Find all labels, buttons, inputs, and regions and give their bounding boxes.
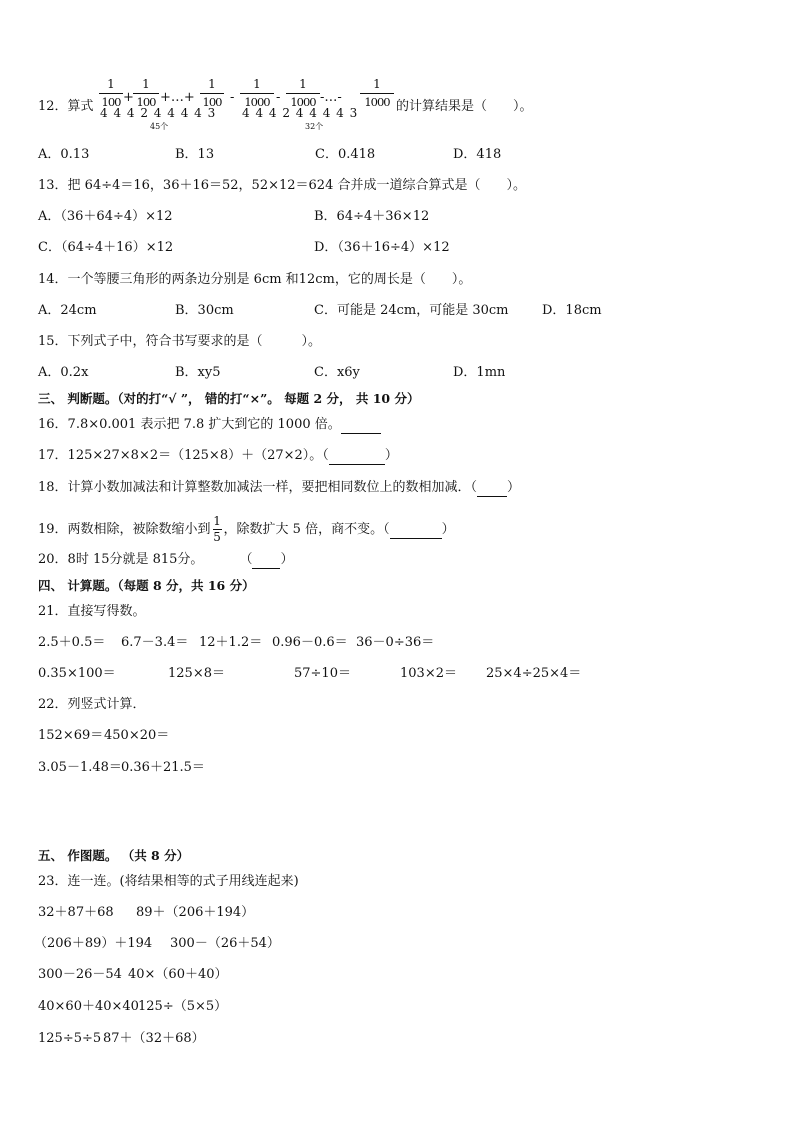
q23-left-expr[interactable]: 300－26－54 [38,967,122,982]
q17-close-paren: ） [384,448,398,463]
q20-close-paren: ） [280,552,294,567]
q12-fraction-3: 1 100 [200,78,224,109]
q13-option-a[interactable]: A．（36＋64÷4）×12 [38,209,173,224]
q20-open-paren: （ [239,552,253,567]
q12-fraction-2: 1 100 [133,78,159,109]
q23-left-expr[interactable]: 40×60＋40×40 [38,999,139,1014]
q12-option-c[interactable]: C．0.418 [315,147,376,162]
q21-expr: 57÷10＝ [294,666,351,681]
q12-fraction-6: 1 1000 [360,78,394,109]
q23-right-expr[interactable]: 300－（26＋54） [170,936,280,951]
q19-close-paren: ） [441,522,455,537]
q20-statement: 20．8时 15分就是 815分。 [38,552,204,567]
q13-option-c[interactable]: C．（64÷4＋16）×12 [38,240,174,255]
q20-answer-blank[interactable] [252,552,280,569]
q12-plus-ellipsis: +…+ [160,90,195,105]
q13-text: 13．把 64÷4＝16，36＋16＝52，52×12＝624 合并成一道综合算式是（ ）。 [38,178,526,193]
q21-expr: 6.7－3.4＝ [121,635,189,650]
q14-option-d[interactable]: D．18cm [542,303,602,318]
q12-prefix: 12．算式 [38,99,94,114]
q15-option-d[interactable]: D．1mn [453,365,506,380]
q19-text [38,515,455,544]
q12-option-b[interactable]: B．13 [175,147,215,162]
q17-text [38,448,398,465]
q12-option-d[interactable]: D．418 [453,147,502,162]
q23-left-expr[interactable]: （206＋89）＋194 [34,936,153,951]
q21-expr: 36－0÷36＝ [356,635,435,650]
q14-option-b[interactable]: B．30cm [175,303,234,318]
q12-count-32: 32个 [305,122,324,131]
q12-underbrace-2: 4 4 4 2 4 4 4 4 3 [242,106,359,120]
q19-fraction: $\frac{1}{5}$ [213,514,221,544]
q22-expr: 3.05－1.48＝ [38,760,122,775]
q19-statement-part2: ，除数扩大 5 倍，商不变。（ [223,522,390,537]
section-3-heading: 三、 判断题。（对的打“√ ”， 错的打“×”。 每题 2 分， 共 10 分） [38,391,420,406]
q12-fraction-5: 1 1000 [286,78,320,109]
q21-expr: 0.96－0.6＝ [272,635,348,650]
q19-statement-part1: 19．两数相除，被除数缩小到 [38,522,211,537]
q21-expr: 12＋1.2＝ [199,635,263,650]
q12-fraction-4: 1 1000 [240,78,274,109]
q16-text [38,417,381,434]
q12-minus-1: - [230,90,235,105]
q21-expr: 125×8＝ [168,666,225,681]
q16-statement: 16．7.8×0.001 表示把 7.8 扩大到它的 1000 倍。 [38,417,341,432]
q18-text [38,480,520,497]
q15-option-a[interactable]: A．0.2x [38,365,89,380]
q23-text: 23．连一连。(将结果相等的式子用线连起来) [38,874,299,889]
q14-option-c[interactable]: C．可能是 24cm，可能是 30cm [314,303,509,318]
q12-plus-1: + [123,90,134,105]
q12-minus-ellipsis: -…- [320,90,342,105]
q21-expr: 103×2＝ [400,666,457,681]
q18-answer-blank[interactable] [477,480,507,497]
q13-option-d[interactable]: D．（36＋16÷4）×12 [314,240,450,255]
q12-suffix: 的计算结果是（ ）。 [396,99,533,114]
q22-text: 22．列竖式计算． [38,697,146,712]
q23-left-expr[interactable]: 125÷5÷5 [38,1031,102,1046]
q21-expr: 0.35×100＝ [38,666,116,681]
q18-close-paren: ） [507,480,521,495]
q17-answer-blank[interactable] [329,448,385,465]
q23-right-expr[interactable]: 40×（60＋40） [128,967,228,982]
q16-answer-blank[interactable] [341,417,381,434]
q15-option-c[interactable]: C．x6y [314,365,360,380]
q12-underbrace-1: 4 4 4 2 4 4 4 4 3 [100,106,217,120]
q12-minus-2: - [276,90,281,105]
q18-statement: 18．计算小数加减法和计算整数加减法一样，要把相同数位上的数相加减．（ [38,480,478,495]
q23-right-expr[interactable]: 89＋（206＋194） [136,905,255,920]
q12-option-a[interactable]: A．0.13 [38,147,90,162]
section-5-heading: 五、 作图题。 （共 8 分） [38,848,190,863]
q21-expr: 25×4÷25×4＝ [486,666,582,681]
q23-left-expr[interactable]: 32＋87＋68 [38,905,114,920]
q22-expr: 450×20＝ [104,728,170,743]
q22-expr: 152×69＝ [38,728,104,743]
q23-right-expr[interactable]: 125÷（5×5） [138,999,228,1014]
q21-text: 21．直接写得数。 [38,604,146,619]
q13-option-b[interactable]: B．64÷4＋36×12 [314,209,430,224]
q14-option-a[interactable]: A．24cm [38,303,97,318]
q20-text [38,552,293,569]
q19-answer-blank[interactable] [390,522,442,539]
section-4-heading: 四、 计算题。（每题 8 分，共 16 分） [38,578,255,593]
q15-text: 15．下列式子中，符合书写要求的是（ ）。 [38,334,322,349]
q22-expr: 0.36＋21.5＝ [121,760,205,775]
q12-count-45: 45个 [150,122,169,131]
q15-option-b[interactable]: B．xy5 [175,365,221,380]
q21-expr: 2.5＋0.5＝ [38,635,106,650]
q14-text: 14．一个等腰三角形的两条边分别是 6cm 和12cm，它的周长是（ ）。 [38,272,472,287]
q12-fraction-1: 1 100 [99,78,123,109]
q23-right-expr[interactable]: 87＋（32＋68） [103,1031,205,1046]
q17-statement: 17．125×27×8×2＝（125×8）＋（27×2）。（ [38,448,329,463]
